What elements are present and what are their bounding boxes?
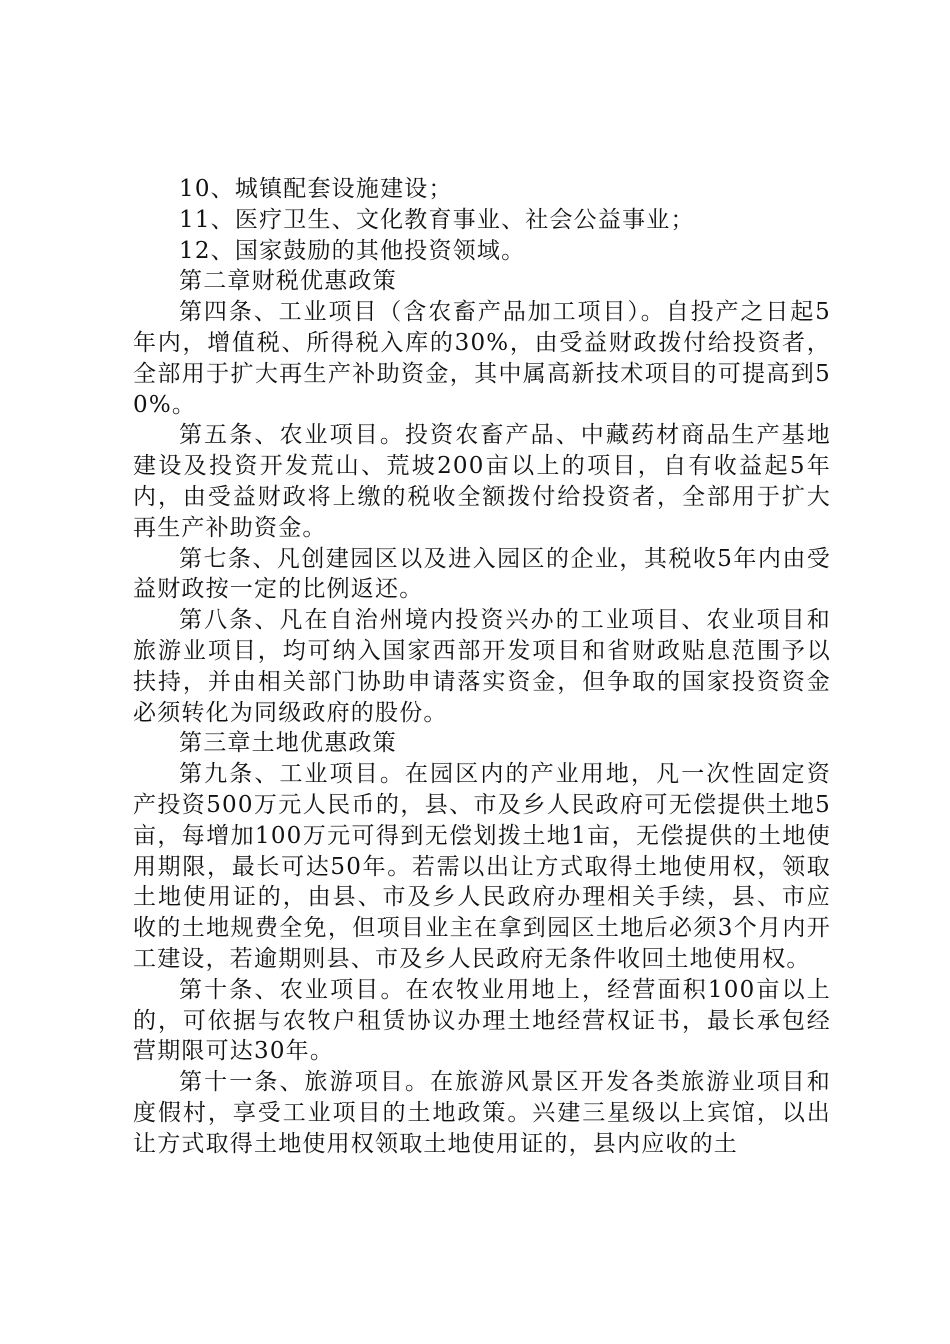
article-11: 第十一条、旅游项目。在旅游风景区开发各类旅游业项目和度假村，享受工业项目的土地政策。兴建三星级以上宾馆，以出让方式取得土地使用权领取土地使用证的，县内应收的土 [133, 1069, 831, 1157]
article-8: 第八条、凡在自治州境内投资兴办的工业项目、农业项目和旅游业项目，均可纳入国家西部开发项目和省财政贴息范围予以扶持，并由相关部门协助申请落实资金，但争取的国家投资资金必须转化为同级政府的股份。 [133, 607, 831, 726]
article-9: 第九条、工业项目。在园区内的产业用地，凡一次性固定资产投资500万元人民币的，县、市及乡人民政府可无偿提供土地5亩，每增加100万元可得到无偿划拨土地1亩，无偿提供的土地使用期限，最长可达50年。若需以出让方式取得土地使用权，领取土地使用证的，由县、市及乡人民政府办理相关手续，县、市应收的土地规费全免，但项目业主在拿到园区土地后必须3个月内开工建设，若逾期则县、市及乡人民政府无条件收回土地使用权。 [133, 761, 831, 972]
article-7: 第七条、凡创建园区以及进入园区的企业，其税收5年内由受益财政按一定的比例返还。 [133, 545, 831, 603]
article-10: 第十条、农业项目。在农牧业用地上，经营面积100亩以上的，可依据与农牧户租赁协议办理土地经营权证书，最长承包经营期限可达30年。 [133, 976, 831, 1065]
list-item-10: 10、城镇配套设施建设； [179, 176, 453, 202]
article-5: 第五条、农业项目。投资农畜产品、中藏药材商品生产基地建设及投资开发荒山、荒坡200亩以上的项目，自有收益起5年内，由受益财政将上缴的税收全额拨付给投资者，全部用于扩大再生产补助资金。 [133, 422, 831, 541]
list-item-11: 11、医疗卫生、文化教育事业、社会公益事业； [179, 206, 695, 233]
list-item-12: 12、国家鼓励的其他投资领域。 [179, 237, 526, 264]
document-body [133, 174, 831, 1160]
chapter-heading-3: 第三章土地优惠政策 [179, 730, 397, 757]
article-4: 第四条、工业项目（含农畜产品加工项目）。自投产之日起5年内，增值税、所得税入库的30%，由受益财政拨付给投资者，全部用于扩大再生产补助资金，其中属高新技术项目的可提高到50%。 [133, 299, 831, 418]
chapter-heading-2: 第二章财税优惠政策 [179, 268, 397, 295]
